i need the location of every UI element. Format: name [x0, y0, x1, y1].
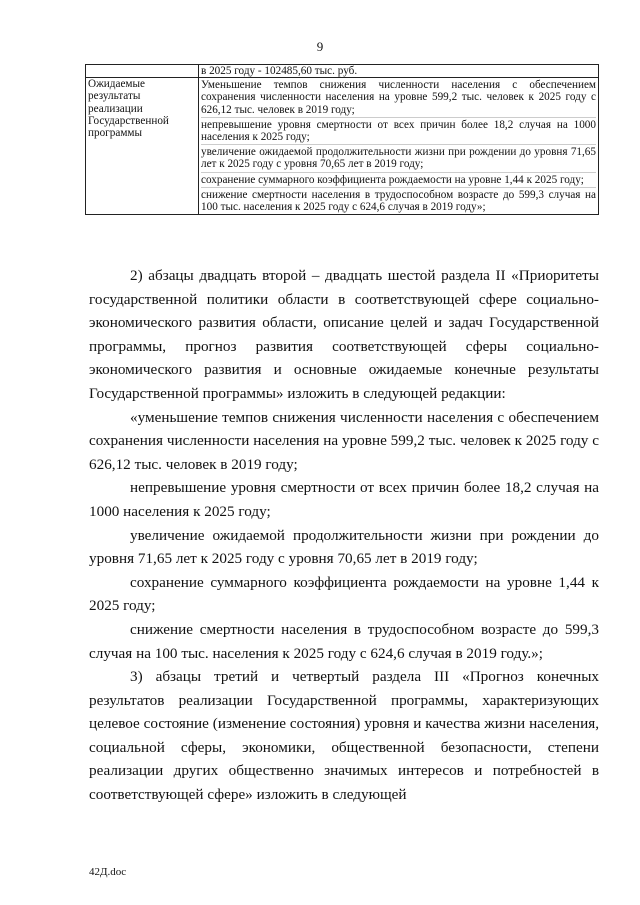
table-cell-funding: в 2025 году - 102485,60 тыс. руб. — [199, 65, 599, 78]
result-item: сохранение суммарного коэффициента рождаемости на уровне 1,44 к 2025 году; — [201, 172, 596, 187]
table-cell-results — [199, 78, 599, 215]
paragraph-quote-1: «уменьшение темпов снижения численности населения с обеспечением сохранения численности населения на уровне 599,2 тыс. человек к 2025 году с 626,12 тыс. человек в 2019 году; — [89, 408, 599, 473]
result-item: увеличение ожидаемой продолжительности жизни при рождении до уровня 71,65 лет к 2025 году с уровня 70,65 лет в 2019 году; — [201, 146, 596, 171]
result-item: снижение смертности населения в трудоспособном возрасте до 599,3 случая на 100 тыс. населения к 2025 году с 624,6 случая в 2019 году»; — [201, 188, 596, 214]
paragraph-quote-3: увеличение ожидаемой продолжительности жизни при рождении до уровня 71,65 лет к 2025 году с уровня 70,65 лет в 2019 году; — [89, 526, 599, 568]
paragraph-quote-2: непревышение уровня смертности от всех причин более 18,2 случая на 1000 населения к 2025 году; — [89, 479, 599, 520]
table-row — [86, 65, 599, 78]
paragraph-amendment-2: 2) абзацы двадцать второй – двадцать шестой раздела II «Приоритеты государственной политики области в соответствующей сфере социально-экономического развития области, описание целей и задач Государственной программы, прогноз развития соответствующей сферы социально-экономического развития и основные ожидаемые конечные результаты Государственной программы» изложить в следующей редакции: — [89, 267, 599, 402]
program-passport-table — [85, 64, 599, 215]
page-number: 9 — [316, 39, 324, 54]
result-item: непревышение уровня смертности от всех причин более 18,2 случая на 1000 населения к 2025 году; — [201, 118, 596, 144]
paragraph-quote-5: снижение смертности населения в трудоспособном возрасте до 599,3 случая на 100 тыс. населения к 2025 году с 624,6 случая в 2019 году.»; — [89, 620, 599, 662]
paragraph-amendment-3: 3) абзацы третий и четвертый раздела III «Прогноз конечных результатов реализации Государственной программы, характеризующих целевое состояние (изменение состояния) уровня и качества жизни населения, социальной сферы, экономики, общественной безопасности, степени реализации других общественно значимых интересов и потребностей в соответствующей сфере» изложить в следующей — [89, 668, 599, 804]
result-item: Уменьшение темпов снижения численности населения с обеспечением сохранения численности населения на уровне 599,2 тыс. человек к 2025 году с 626,12 тыс. человек в 2019 году; — [201, 79, 596, 116]
table-cell-label: Ожидаемые результаты реализации Государственной программы — [86, 78, 199, 215]
footer-file-name: 42Д.doc — [89, 866, 127, 878]
table-row — [86, 78, 599, 215]
table-cell-empty — [86, 65, 199, 78]
document-body — [89, 264, 599, 807]
paragraph-quote-4: сохранение суммарного коэффициента рождаемости на уровне 1,44 к 2025 году; — [89, 573, 599, 615]
